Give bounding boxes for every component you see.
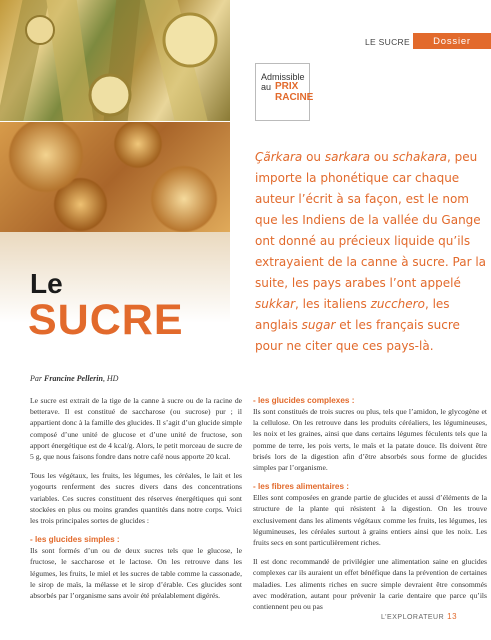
title-sucre: SUCRE [28, 296, 184, 344]
body-paragraph: Tous les végétaux, les fruits, les légumes, les céréales, le lait et les yogourts renferment des sucres divers dans des concentrations variables. Ces sucres constituent des réserves énergétiques qui sont stockées en plus ou moins grandes quantités dans notre corps. Voici les trois principales sortes de glucides : [30, 471, 242, 526]
byline [30, 374, 118, 383]
badge-line-au: au [261, 82, 272, 92]
dossier-tab: Dossier [413, 33, 491, 49]
intro-text: , les italiens [295, 297, 371, 311]
left-column [30, 395, 242, 609]
page-footer [381, 612, 457, 621]
subheading-fibres: - les fibres alimentaires : [253, 482, 350, 492]
body-paragraph: Il est donc recommandé de privilégier une alimentation saine en glucides complexes car ils auraient un effet bénéfique dans la prévention de certaines maladies. Les aliments riches en sucre simple devraient être consommés avec modération, autant pour prévenir la carie dentaire que parce qu’ils contiennent peu ou pas [253, 557, 487, 612]
sugar-cane-photo [0, 0, 230, 121]
subheading-glucides-simples: - les glucides simples : [30, 535, 120, 545]
intro-paragraph [255, 147, 487, 357]
intro-text: ou [369, 150, 393, 164]
intro-text: et les français sucre pour ne citer que ces pays-là. [255, 318, 460, 353]
body-paragraph: Elles sont composées en grande partie de glucides et aussi d’éléments de la structure de la plante qui résistent à la digestion. On les trouve exclusivement dans les aliments végétaux comme les fruits, les légumes, les légumineuses, les céréales surtout à grains entiers ainsi que les noix. Les fruits secs en sont particulièrement riches. [253, 493, 487, 548]
byline-prefix: Par [30, 374, 42, 383]
right-column [253, 395, 487, 620]
sugar-cane-illustration [0, 0, 230, 121]
badge-line-admissible: Admissible [261, 72, 305, 82]
sugar-crystals-photo [0, 122, 230, 232]
byline-suffix: , HD [102, 374, 119, 383]
intro-word: zucchero [370, 297, 425, 311]
body-paragraph: Ils sont formés d’un ou de deux sucres tels que le glucose, le fructose, le saccharose et le lactose. On les retrouve dans les légumes, les fruits, le miel et les sucres de table comme la cassonade, le sirop de maïs, la mélasse et le sirop d’érable. Ces glucides sont absorbés par l’organisme sans avoir été préalablement digérés. [30, 546, 242, 601]
intro-text: ou [302, 150, 325, 164]
section-label: LE SUCRE [365, 37, 410, 47]
intro-word: sugar [301, 318, 336, 332]
page-number: 13 [447, 612, 458, 621]
intro-word: sarkara [324, 150, 370, 164]
intro-word: sukkar [255, 297, 296, 311]
badge-line-racine: RACINE [275, 92, 314, 103]
body-paragraph: Ils sont constitués de trois sucres ou plus, tels que l’amidon, le glycogène et la cellulose. On les retrouve dans les produits céréaliers, les légumineuses, les noix et les graines, ainsi que dans certains légumes féculents tels que la pomme de terre, les pois verts, le maïs et la patate douce. Ils doivent être brisés lors de la digestion afin d’être absorbés sous forme de glucides simples par l’organisme. [253, 407, 487, 473]
body-paragraph: Le sucre est extrait de la tige de la canne à sucre ou de la racine de betterave. Il est constitué de saccharose (ou sucrose) pur ; il appartient donc à la famille des glucides. Il s’agit d’un glucide simple composé d’une unité de glucose et d’une unité de fructose, son apport énergétique est de 4 kcal/g. Alors, le petit morceau de sucre de 5 g, que nous faisons fondre dans notre café nous apporte 20 kcal. [30, 396, 242, 462]
intro-text: , peu importe la phonétique car chaque auteur l’écrit à sa façon, est le nom que les Indiens de la vallée du Gange ont donné au précieux liquide qu’ils extrayaient de la canne à sucre. Par la suite, les pays arabes l’ont appelé [255, 150, 487, 290]
magazine-name: L’EXPLORATEUR [381, 614, 445, 621]
prix-racine-badge [255, 63, 314, 121]
intro-word: Çãrkara [255, 150, 303, 164]
intro-text: , les anglais [255, 297, 450, 332]
title-le: Le [30, 268, 63, 299]
subheading-glucides-complexes: - les glucides complexes : [253, 396, 355, 405]
badge-line-prix: PRIX [275, 81, 299, 92]
byline-author: Francine Pellerin [44, 374, 103, 383]
intro-word: schakara [392, 150, 447, 164]
